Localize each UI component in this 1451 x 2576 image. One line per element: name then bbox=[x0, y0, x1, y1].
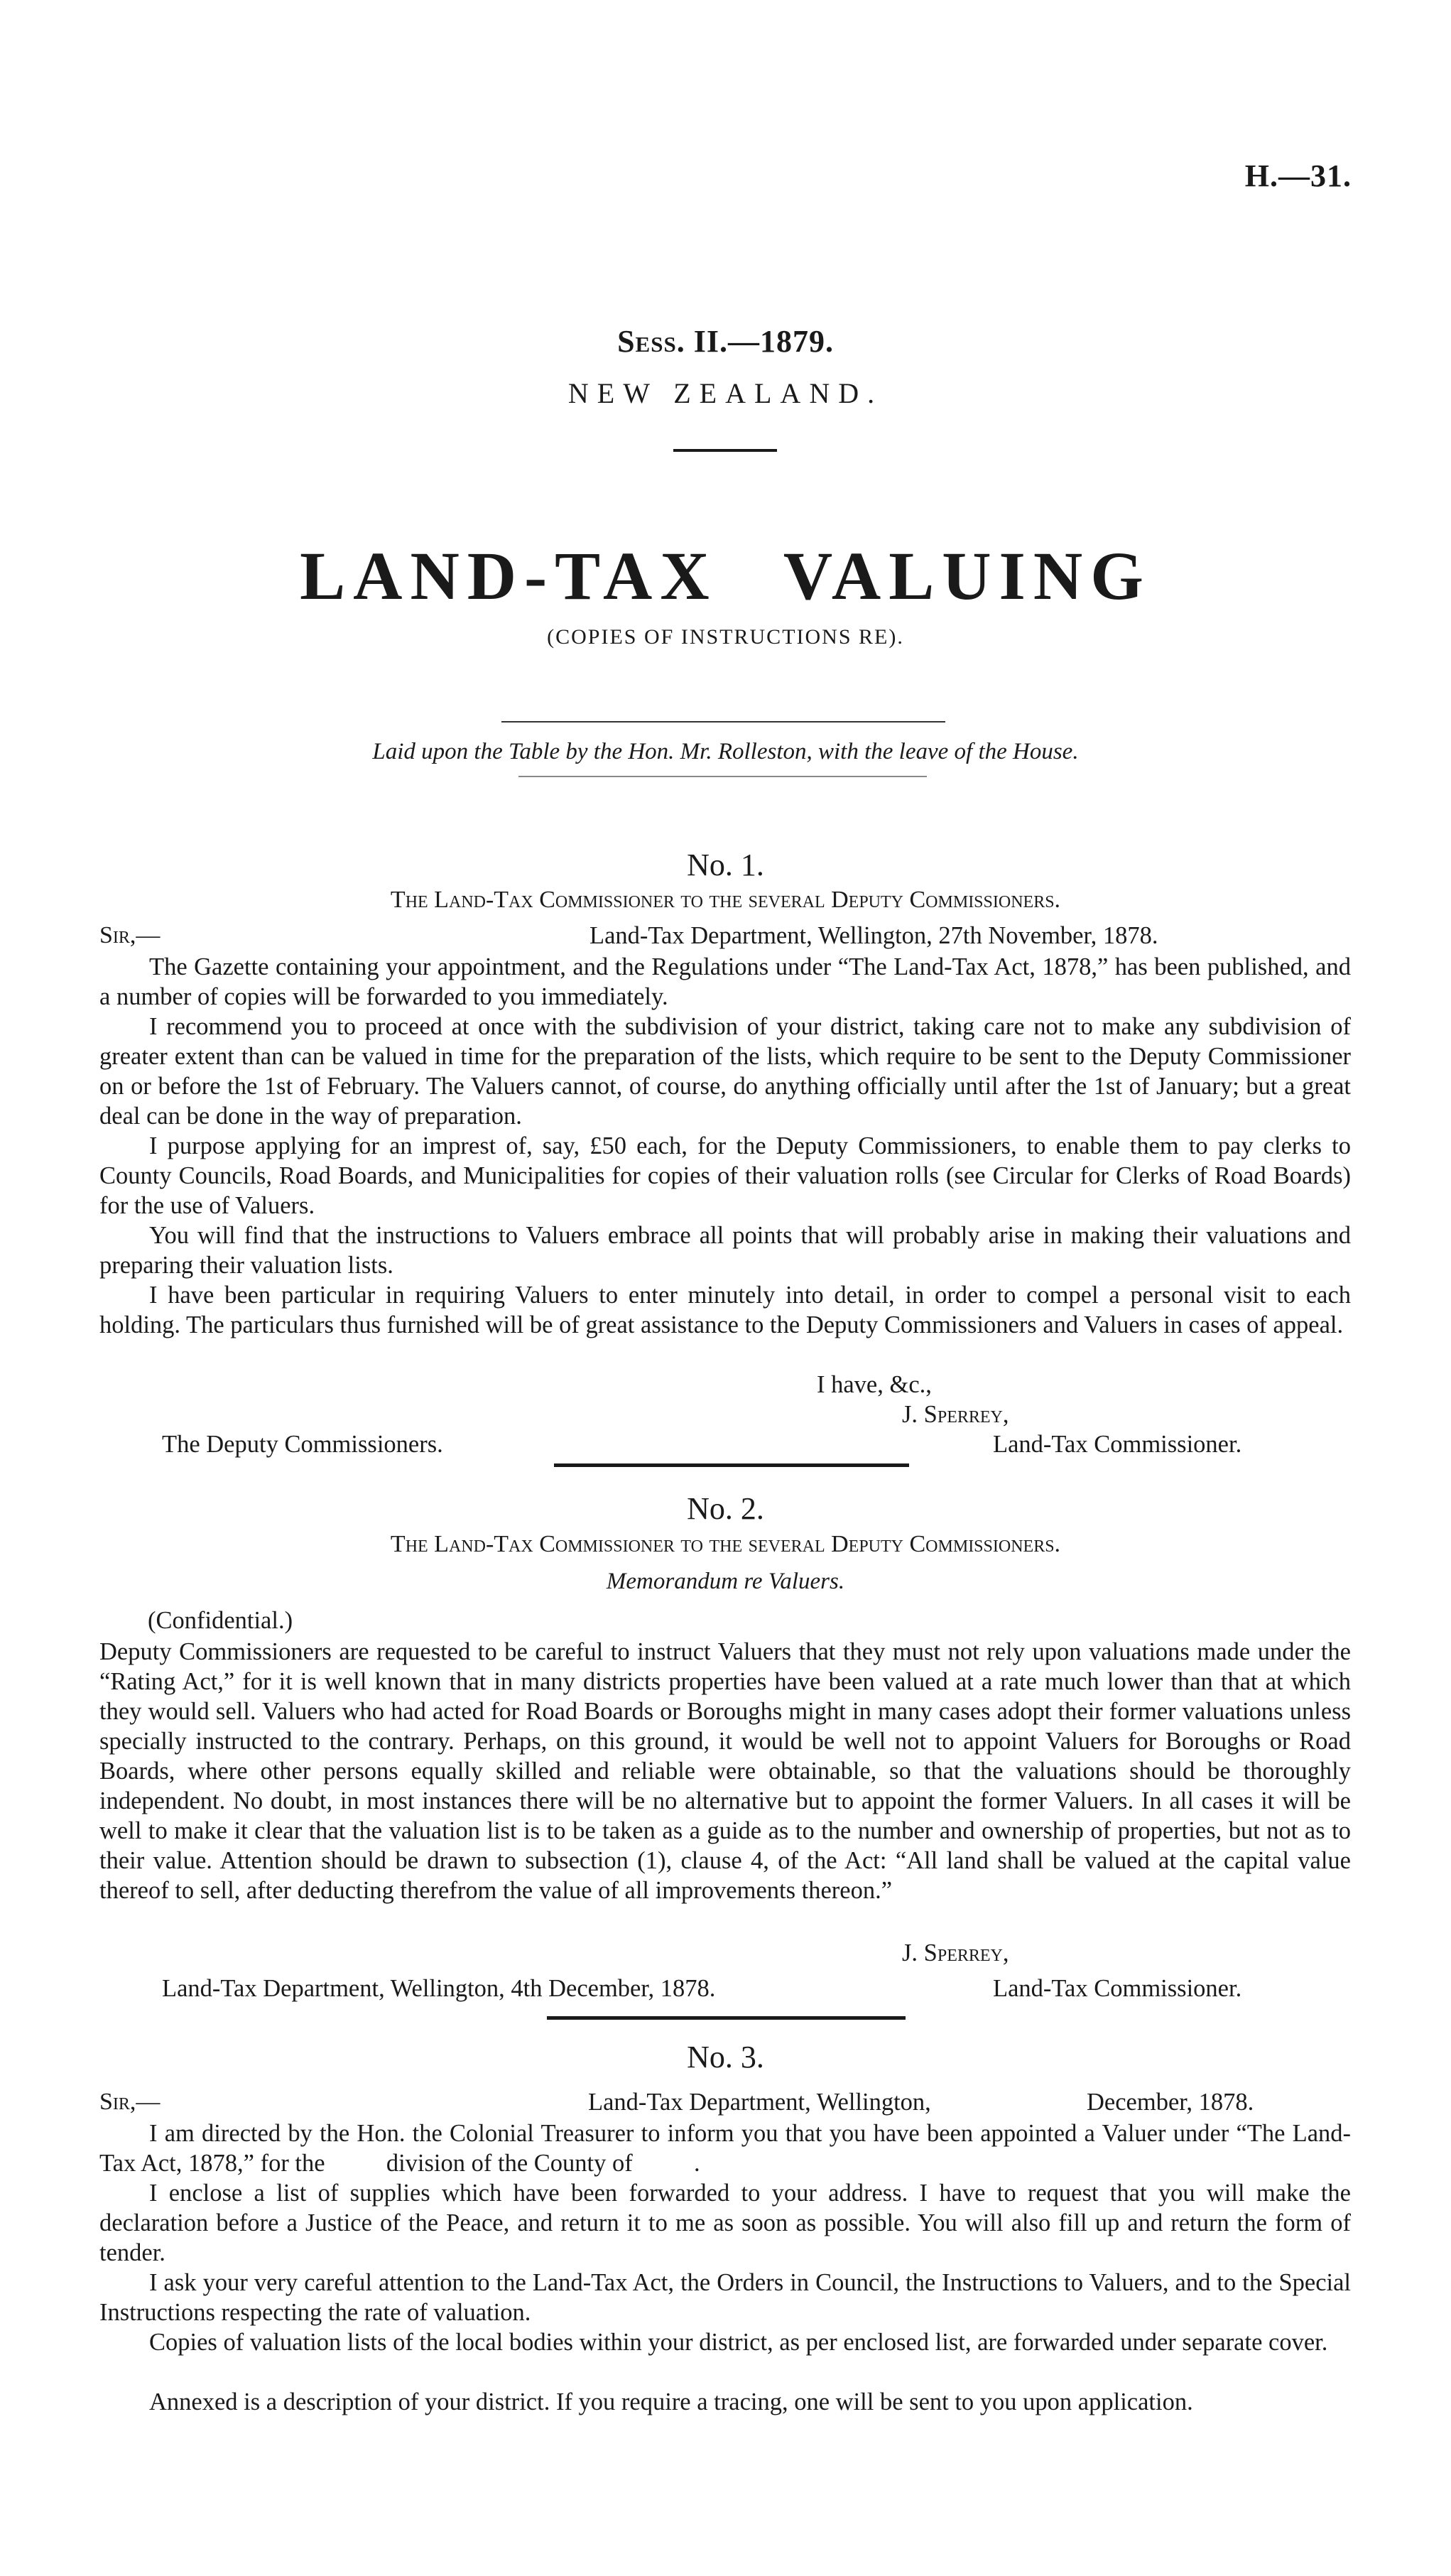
document-number: H.—31. bbox=[1244, 158, 1352, 193]
laid-bottom-rule bbox=[518, 776, 927, 777]
letter-1-salutation: Sir,— bbox=[99, 922, 161, 948]
letter-2-memorandum: Memorandum re Valuers. bbox=[606, 1569, 845, 1594]
letter-1-closing: I have, &c., bbox=[817, 1371, 932, 1398]
letter-1-signature-title: Land-Tax Commissioner. bbox=[993, 1431, 1242, 1458]
title-rule bbox=[673, 449, 777, 452]
letter-2-confidential: (Confidential.) bbox=[148, 1607, 293, 1634]
letter-1-paragraph-2: I recommend you to proceed at once with the subdivision of your district, taking care not to make any subdivision of greater extent than can be valued in time for the preparation of the lists, which require to be sent to the Deputy Commissioner on or before the 1st of February. The Valuers cannot, of course, do anything officially until after the 1st of January; but a great deal can be done in the way of preparation. bbox=[99, 1013, 1351, 1130]
laid-top-rule bbox=[501, 721, 945, 723]
letter-1-paragraph-5: I have been particular in requiring Valuers to enter minutely into detail, in order to compel a personal visit to each holding. The particulars thus furnished will be of great assistance to the Deputy Commissioners and Valuers in cases of appeal. bbox=[99, 1282, 1351, 1338]
letter-2-signature: J. Sperrey, bbox=[902, 1939, 1009, 1966]
laid-upon-table-line: Laid upon the Table by the Hon. Mr. Rolleston, with the leave of the House. bbox=[372, 739, 1079, 764]
letter-2-signature-title: Land-Tax Commissioner. bbox=[993, 1975, 1242, 2002]
letter-1-paragraph-3: I purpose applying for an imprest of, say, £50 each, for the Deputy Commissioners, to enable them to pay clerks to County Councils, Road Boards, and Municipalities for copies of their valuation rolls (see Circular for Clerks of Road Boards) for the use of Valuers. bbox=[99, 1132, 1351, 1219]
letter-3-place: Land-Tax Department, Wellington, bbox=[588, 2089, 931, 2116]
letter-2-place-date: Land-Tax Department, Wellington, 4th December, 1878. bbox=[162, 1975, 716, 2002]
letter-3-paragraph-4: Copies of valuation lists of the local bodies within your district, as per enclosed list, are forwarded under separate cover. bbox=[149, 2329, 1328, 2356]
letter-2-separator bbox=[547, 2016, 906, 2020]
letter-3-paragraph-5: Annexed is a description of your district. If you require a tracing, one will be sent to you upon application. bbox=[149, 2388, 1193, 2415]
document-subtitle: (COPIES OF INSTRUCTIONS RE). bbox=[547, 625, 904, 649]
letter-3-number: No. 3. bbox=[687, 2040, 764, 2074]
document-title: LAND-TAX VALUING bbox=[300, 538, 1151, 614]
letter-1-paragraph-1: The Gazette containing your appointment, and the Regulations under “The Land-Tax Act, 1878,” has been published, and a number of copies will be forwarded to you immediately. bbox=[99, 953, 1351, 1010]
letter-2-body: Deputy Commissioners are requested to be careful to instruct Valuers that they must not rely upon valuations made under the “Rating Act,” for it is well known that in many districts properties have been valued at a rate much lower than that at which they would sell. Valuers who had acted for Road Boards or Boroughs might in many cases adopt their former valuations unless specially instructed to the contrary. Perhaps, on this ground, it would be well not to appoint Valuers for Boroughs or Road Boards, where other persons equally skilled and reliable were obtainable, so that the valuations should be thoroughly independent. No doubt, in most instances there will be no alternative but to appoint the former Valuers. In all cases it will be well to make it clear that the valuation list is to be taken as a guide as to the number and ownership of properties, but not as to their value. Attention should be drawn to subsection (1), clause 4, of the Act: “All land shall be valued at the capital value thereof to sell, after deducting therefrom the value of all improvements thereon.” bbox=[99, 1638, 1351, 1904]
letter-1-place-date: Land-Tax Department, Wellington, 27th November, 1878. bbox=[589, 922, 1158, 949]
letter-1-number: No. 1. bbox=[687, 848, 764, 882]
letter-1-heading: The Land-Tax Commissioner to the several Deputy Commissioners. bbox=[390, 887, 1061, 913]
letter-2-heading: The Land-Tax Commissioner to the several Deputy Commissioners. bbox=[390, 1531, 1061, 1557]
letter-3-paragraph-2: I enclose a list of supplies which have been forwarded to your address. I have to request that you will make the declaration before a Justice of the Peace, and return it to me as soon as possible. You will also fill up and return the form of tender. bbox=[99, 2180, 1351, 2266]
letter-1-signature: J. Sperrey, bbox=[902, 1401, 1009, 1428]
letter-1-separator bbox=[554, 1463, 909, 1467]
letter-1-paragraph-4: You will find that the instructions to Valuers embrace all points that will probably arise in making their valuations and preparing their valuation lists. bbox=[99, 1222, 1351, 1279]
letter-3-paragraph-1: I am directed by the Hon. the Colonial Treasurer to inform you that you have been appointed a Valuer under “The Land-Tax Act, 1878,” for the division of the County of . bbox=[99, 2120, 1351, 2177]
letter-3-date: December, 1878. bbox=[1087, 2089, 1254, 2116]
session-line: Sess. II.—1879. bbox=[617, 324, 834, 359]
letter-2-number: No. 2. bbox=[687, 1491, 764, 1526]
letter-1-addressee: The Deputy Commissioners. bbox=[162, 1431, 443, 1458]
letter-3-salutation: Sir,— bbox=[99, 2089, 161, 2115]
letter-3-paragraph-3: I ask your very careful attention to the Land-Tax Act, the Orders in Council, the Instructions to Valuers, and to the Special Instructions respecting the rate of valuation. bbox=[99, 2269, 1351, 2326]
country-line: NEW ZEALAND. bbox=[567, 377, 884, 409]
